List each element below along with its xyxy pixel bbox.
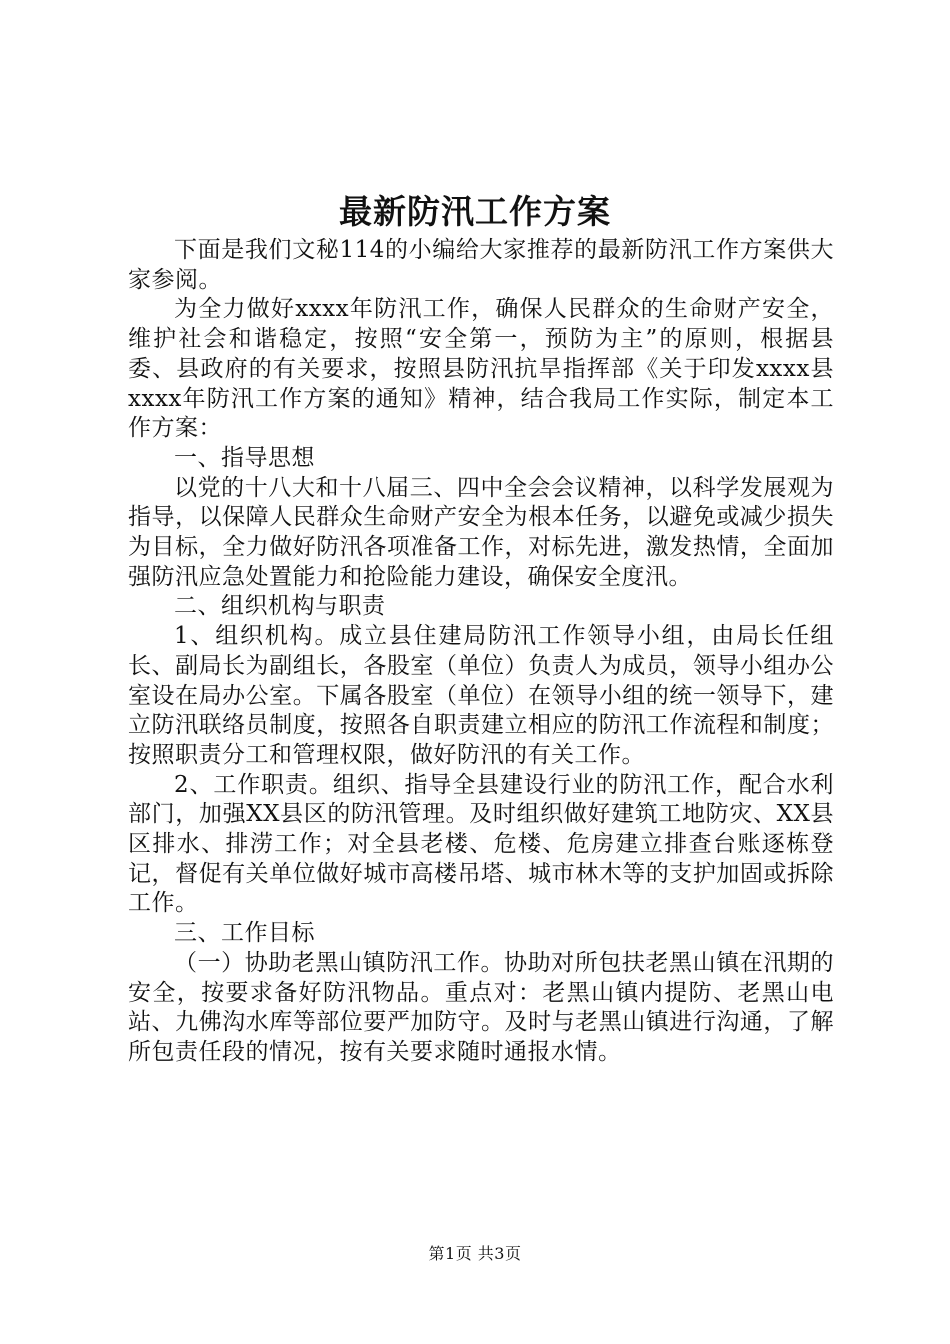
paragraph-objective-1: （一）协助老黑山镇防汛工作。协助对所包扶老黑山镇在汛期的安全，按要求备好防汛物品。重点对：老黑山镇内提防、老黑山电站、九佛沟水库等部位要严加防守。及时与老黑山镇进行沟通，了解所包责任段的情况，按有关要求随时通报水情。	[128, 949, 834, 1065]
document-title: 最新防汛工作方案	[339, 192, 611, 231]
page-number-footer: 第1页 共3页	[428, 1244, 522, 1263]
paragraph-guiding-ideology: 以党的十八大和十八届三、四中全会会议精神，以科学发展观为指导，以保障人民群众生命财产安全为根本任务，以避免或减少损失为目标，全力做好防汛各项准备工作，对标先进，激发热情，全面加强防汛应急处置能力和抢险能力建设，确保安全度汛。	[128, 474, 834, 590]
paragraph-intro: 下面是我们文秘114的小编给大家推荐的最新防汛工作方案供大家参阅。	[128, 237, 834, 293]
document-body	[128, 236, 834, 1068]
paragraph-duties: 2、工作职责。组织、指导全县建设行业的防汛工作，配合水利部门，加强XX县区的防汛管理。及时组织做好建筑工地防灾、XX县区排水、排涝工作；对全县老楼、危楼、危房建立排查台账逐栋登记，督促有关单位做好城市高楼吊塔、城市林木等的支护加固或拆除工作。	[128, 771, 834, 917]
section-heading-2: 二、组织机构与职责	[174, 593, 386, 620]
paragraph-organization: 1、组织机构。成立县住建局防汛工作领导小组，由局长任组长、副局长为副组长，各股室（单位）负责人为成员，领导小组办公室设在局办公室。下属各股室（单位）在领导小组的统一领导下，建立防汛联络员制度，按照各自职责建立相应的防汛工作流程和制度；按照职责分工和管理权限，做好防汛的有关工作。	[128, 623, 834, 768]
paragraph-preamble: 为全力做好xxxx年防汛工作，确保人民群众的生命财产安全，维护社会和谐稳定，按照“安全第一，预防为主”的原则，根据县委、县政府的有关要求，按照县防汛抗旱指挥部《关于印发xxxx县xxxx年防汛工作方案的通知》精神，结合我局工作实际，制定本工作方案：	[128, 296, 834, 442]
section-heading-3: 三、工作目标	[174, 920, 315, 947]
section-heading-1: 一、指导思想	[174, 444, 315, 471]
